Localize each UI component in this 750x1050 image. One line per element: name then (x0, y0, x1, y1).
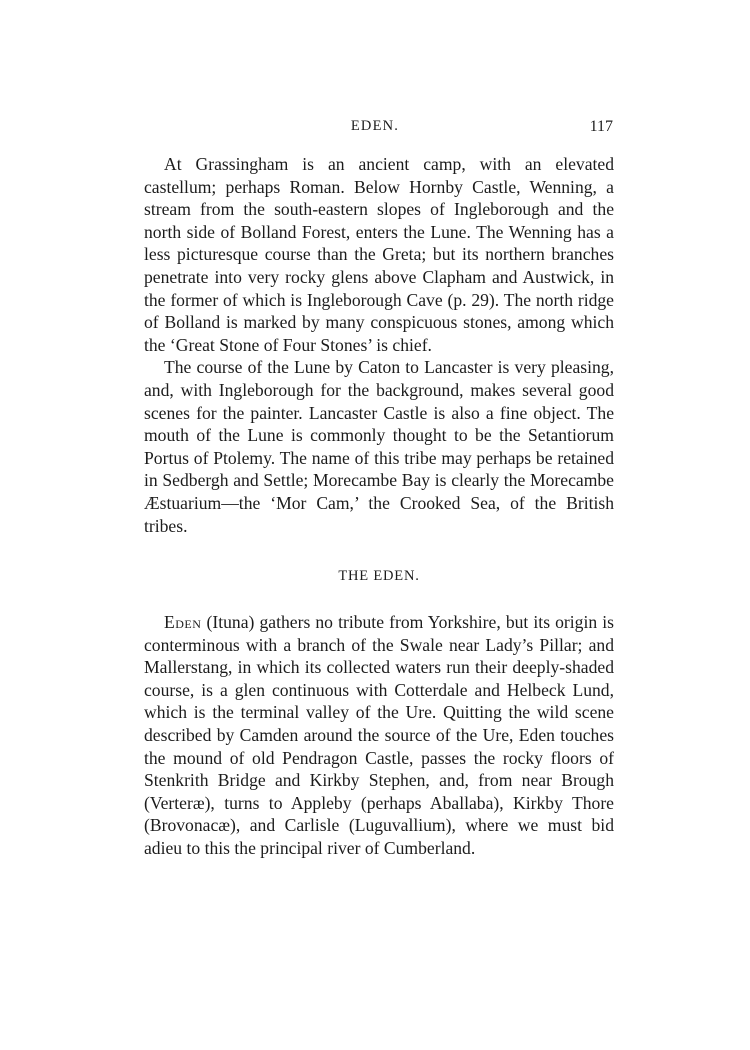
body-text (144, 153, 614, 860)
running-title: EDEN. (350, 118, 400, 134)
running-head (0, 118, 750, 140)
page-number: 117 (589, 118, 613, 135)
paragraph-grassingham: At Grassingham is an ancient camp, with an elevated castellum; perhaps Roman. Below Hornby Castle, Wenning, a stream from the south-eastern slopes of Ingleborough and the north side of Bolland Forest, enters the Lune. The Wenning has a less picturesque course than the Greta; but its northern branches penetrate into very rocky glens above Clapham and Austwick, in the former of which is Ingleborough Cave (p. 29). The north ridge of Bolland is marked by many conspicuous stones, among which the ‘Great Stone of Four Stones’ is chief. (144, 154, 614, 355)
section-heading: THE EDEN. (338, 568, 420, 585)
lead-word: Eden (164, 612, 202, 633)
paragraph-eden (144, 611, 614, 860)
paragraph-eden-text: (Ituna) gathers no tribute from Yorkshire, but its origin is conterminous with a branch of the Swale near Lady’s Pillar; and Mallerstang, in which its collected waters run their deeply-shaded course, is a glen continuous with Cotterdale and Helbeck Lund, which is the terminal valley of the Ure. Quitting the wild scene described by Camden around the source of the Ure, Eden touches the mound of old Pendragon Castle, passes the rocky floors of Stenkrith Bridge and Kirkby Stephen, and, from near Brough (Verteræ), turns to Appleby (perhaps Aballaba), Kirkby Thore (Brovonacæ), and Carlisle (Luguvallium), where we must bid adieu to this the principal river of Cumberland. (144, 612, 614, 859)
paragraph-lune: The course of the Lune by Caton to Lancaster is very pleasing, and, with Ingleborough for the background, makes several good scenes for the painter. Lancaster Castle is also a fine object. The mouth of the Lune is commonly thought to be the Setantiorum Portus of Ptolemy. The name of this tribe may perhaps be retained in Sedbergh and Settle; Morecambe Bay is clearly the Morecambe Æstuarium—the ‘Mor Cam,’ the Crooked Sea, of the British tribes. (144, 357, 614, 536)
